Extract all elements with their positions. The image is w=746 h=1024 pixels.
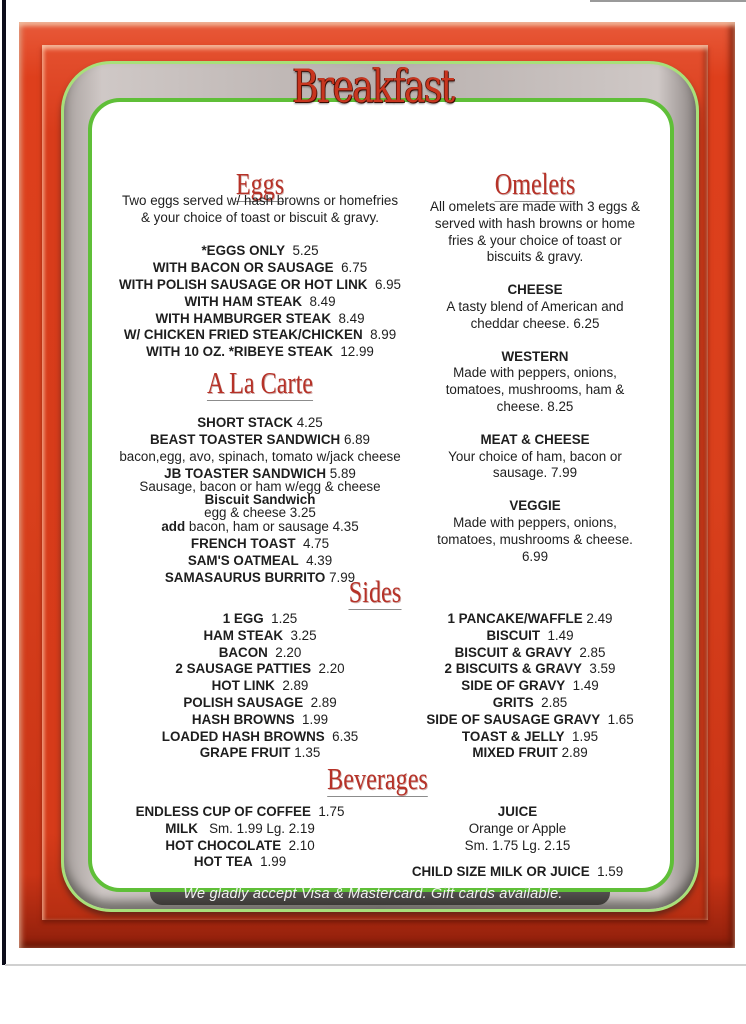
menu-item: BACON 2.20 bbox=[218, 644, 302, 660]
payment-note: We gladly accept Visa & Mastercard. Gift cards available. bbox=[183, 886, 563, 902]
menu-item: HOT CHOCOLATE 2.10 bbox=[165, 837, 315, 853]
a-la-carte-heading: A La Carte bbox=[206, 365, 314, 400]
item-addon: add bacon, ham or sausage 4.35 bbox=[161, 519, 359, 535]
omelets-section bbox=[410, 199, 660, 565]
menu-item: LOADED HASH BROWNS 6.35 bbox=[161, 728, 359, 744]
menu-item: GRAPE FRUIT 1.35 bbox=[199, 745, 321, 761]
menu-item: HAM STEAK 3.25 bbox=[203, 627, 317, 643]
menu-item: SHORT STACK 4.25 bbox=[197, 415, 323, 430]
omelets-description-line: fries & your choice of toast or bbox=[448, 232, 622, 248]
sides-left-column bbox=[110, 611, 410, 762]
menu-item: SAMASAURUS BURRITO 7.99 bbox=[164, 569, 356, 585]
menu-item: 1 PANCAKE/WAFFLE 2.49 bbox=[447, 611, 613, 626]
menu-item: 2 SAUSAGE PATTIES 2.20 bbox=[175, 661, 345, 677]
menu-item: SAM'S OATMEAL 4.39 bbox=[187, 552, 333, 568]
menu-item: JB TOASTER SANDWICH 5.89 bbox=[164, 466, 356, 482]
menu-item: HASH BROWNS 1.99 bbox=[191, 711, 329, 727]
beverages-heading: Beverages bbox=[327, 761, 428, 796]
omelets-description-line: served with hash browns or home bbox=[434, 215, 636, 231]
item-description: Sausage, bacon or ham w/egg & cheese bbox=[139, 479, 381, 495]
menu-title: Breakfast bbox=[292, 59, 454, 113]
menu-item: SIDE OF SAUSAGE GRAVY 1.65 bbox=[426, 711, 634, 727]
menu-item: WITH POLISH SAUSAGE OR HOT LINK 6.95 bbox=[119, 276, 401, 292]
juice-description: Orange or Apple bbox=[468, 820, 567, 836]
menu-item: MIXED FRUIT 2.89 bbox=[472, 745, 588, 761]
omelet-item: CHEESE A tasty blend of American and cheddar cheese. 6.25 bbox=[446, 282, 624, 331]
omelet-item: VEGGIE Made with peppers, onions, tomatoes, mushrooms & cheese. 6.99 bbox=[437, 498, 633, 564]
eggs-description-line: Two eggs served w/ hash browns or homefries bbox=[121, 193, 399, 208]
omelets-heading: Omelets bbox=[494, 166, 576, 201]
menu-item: CHILD SIZE MILK OR JUICE 1.59 bbox=[411, 864, 624, 880]
menu-item: MILK Sm. 1.99 Lg. 2.19 bbox=[165, 820, 315, 836]
a-la-carte-section bbox=[100, 415, 420, 587]
menu-item: GRITS 2.85 bbox=[492, 694, 568, 710]
menu-item: WITH HAM STEAK 8.49 bbox=[184, 293, 336, 309]
item-description: bacon,egg, avo, spinach, tomato w/jack cheese bbox=[119, 448, 401, 464]
menu-item: WITH HAMBURGER STEAK 8.49 bbox=[155, 310, 365, 326]
eggs-section bbox=[100, 193, 420, 361]
menu-item: 1 EGG 1.25 bbox=[222, 611, 298, 626]
menu-item: BISCUIT & GRAVY 2.85 bbox=[454, 644, 606, 660]
scan-artifact-line bbox=[590, 0, 746, 2]
menu-item: BISCUIT 1.49 bbox=[486, 627, 574, 643]
page-fold-line bbox=[5, 964, 746, 966]
omelets-description-line: All omelets are made with 3 eggs & bbox=[430, 199, 640, 214]
menu-item: WITH 10 OZ. *RIBEYE STEAK 12.99 bbox=[146, 344, 374, 360]
sides-right-column bbox=[395, 611, 665, 762]
item-description: egg & cheese 3.25 bbox=[204, 505, 316, 521]
menu-item: HOT LINK 2.89 bbox=[211, 678, 309, 694]
sides-heading: Sides bbox=[348, 574, 402, 609]
menu-item: BEAST TOASTER SANDWICH 6.89 bbox=[150, 431, 370, 447]
eggs-heading: Eggs bbox=[235, 166, 285, 201]
beverages-left-column bbox=[110, 804, 370, 871]
beverages-right-column bbox=[400, 804, 635, 881]
scan-edge-line bbox=[2, 0, 6, 965]
menu-item: FRENCH TOAST 4.75 bbox=[190, 536, 330, 552]
menu-item: HOT TEA 1.99 bbox=[193, 854, 287, 870]
menu-item: WITH BACON OR SAUSAGE 6.75 bbox=[152, 260, 368, 276]
juice-price: Sm. 1.75 Lg. 2.15 bbox=[464, 837, 571, 853]
juice-name: JUICE bbox=[497, 804, 538, 819]
menu-item: POLISH SAUSAGE 2.89 bbox=[183, 694, 337, 710]
menu-item: *EGGS ONLY 5.25 bbox=[201, 243, 319, 259]
menu-item: TOAST & JELLY 1.95 bbox=[461, 728, 599, 744]
menu-item: SIDE OF GRAVY 1.49 bbox=[461, 678, 599, 694]
eggs-description-line: & your choice of toast or biscuit & gravy. bbox=[141, 209, 379, 225]
omelet-item: MEAT & CHEESE Your choice of ham, bacon or sausage. 7.99 bbox=[448, 431, 622, 481]
menu-item: ENDLESS CUP OF COFFEE 1.75 bbox=[135, 804, 345, 819]
menu-item: 2 BISCUITS & GRAVY 3.59 bbox=[444, 661, 616, 677]
menu-item: Biscuit Sandwich bbox=[204, 492, 316, 508]
omelets-description-line: biscuits & gravy. bbox=[486, 249, 584, 265]
menu-item: W/ CHICKEN FRIED STEAK/CHICKEN 8.99 bbox=[123, 327, 397, 343]
omelet-item: WESTERN Made with peppers, onions, tomatoes, mushrooms, ham & cheese. 8.25 bbox=[445, 348, 625, 414]
